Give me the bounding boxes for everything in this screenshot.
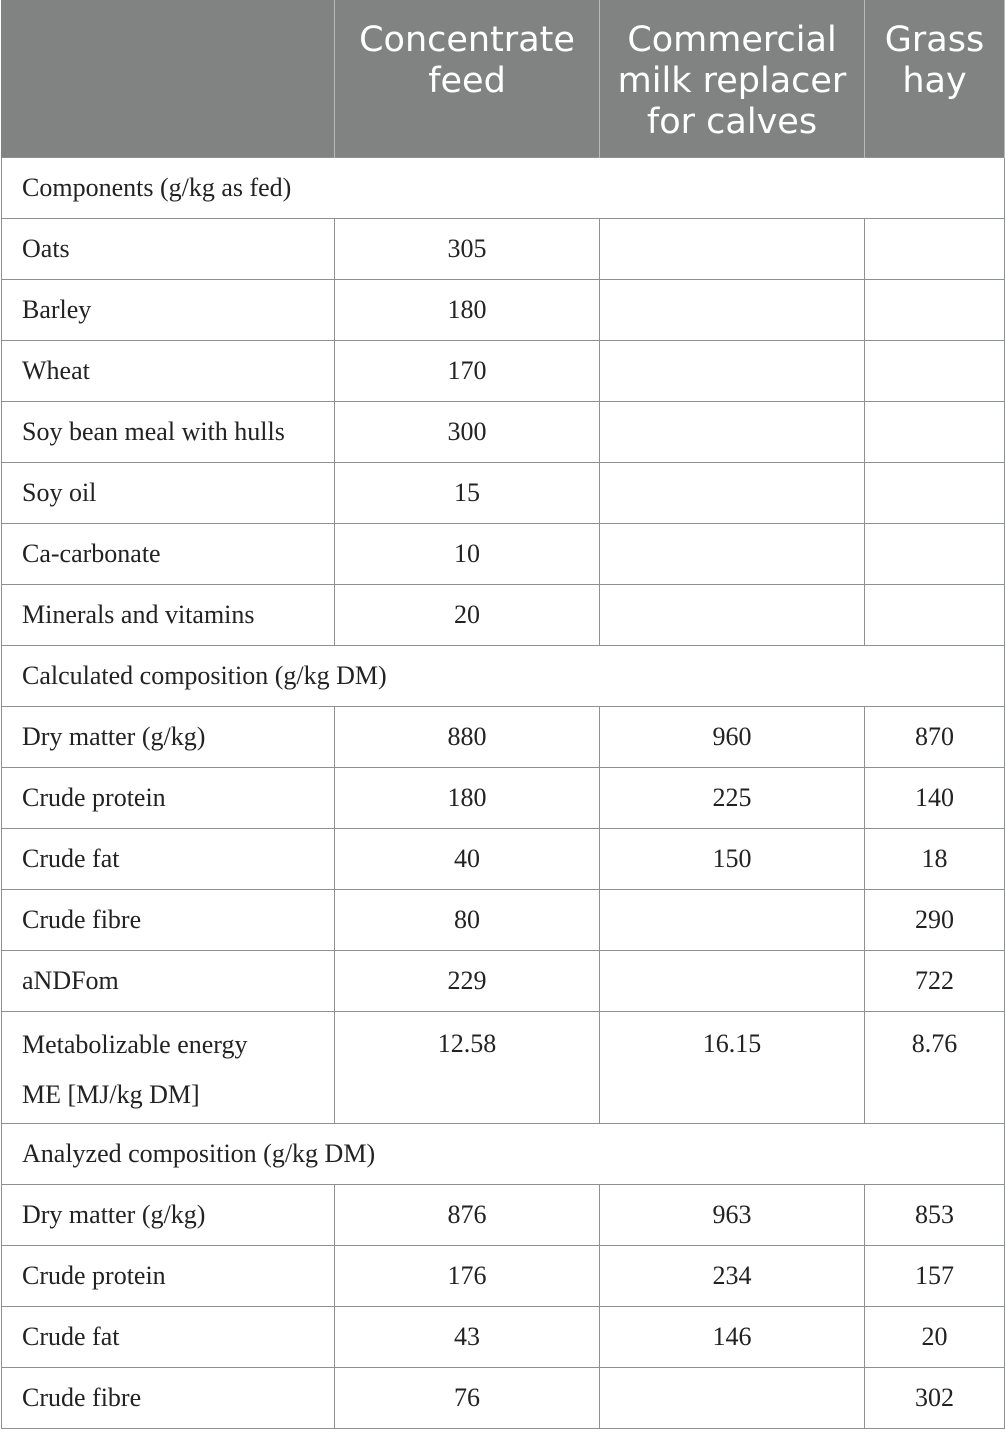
value-cell <box>865 280 1005 341</box>
value-cell: 876 <box>335 1185 600 1246</box>
row-label: Wheat <box>2 341 335 402</box>
table-row <box>2 585 1005 646</box>
value-cell <box>865 524 1005 585</box>
value-cell: 180 <box>335 768 600 829</box>
section-title: Analyzed composition (g/kg DM) <box>2 1124 1005 1185</box>
value-cell <box>600 890 865 951</box>
table-header <box>2 0 1005 158</box>
value-cell: 150 <box>600 829 865 890</box>
header-concentrate-feed: Concentrate feed <box>335 0 600 158</box>
row-label: Ca-carbonate <box>2 524 335 585</box>
value-cell: 20 <box>865 1307 1005 1368</box>
value-cell: 234 <box>600 1246 865 1307</box>
section-title: Components (g/kg as fed) <box>2 158 1005 219</box>
header-milk-replacer: Commercial milk replacer for calves <box>600 0 865 158</box>
value-cell <box>600 463 865 524</box>
table-body <box>2 158 1005 1429</box>
table-row <box>2 1307 1005 1368</box>
value-cell: 290 <box>865 890 1005 951</box>
table-row <box>2 463 1005 524</box>
table-row <box>2 1185 1005 1246</box>
value-cell <box>600 402 865 463</box>
table-row <box>2 890 1005 951</box>
table-row <box>2 707 1005 768</box>
value-cell: 180 <box>335 280 600 341</box>
section-row <box>2 158 1005 219</box>
table-row <box>2 1012 1005 1124</box>
value-cell: 140 <box>865 768 1005 829</box>
value-cell <box>600 951 865 1012</box>
value-cell: 302 <box>865 1368 1005 1429</box>
value-cell: 880 <box>335 707 600 768</box>
value-cell: 853 <box>865 1185 1005 1246</box>
row-label: Crude fat <box>2 1307 335 1368</box>
value-cell: 170 <box>335 341 600 402</box>
value-cell: 305 <box>335 219 600 280</box>
table-row <box>2 829 1005 890</box>
table-row <box>2 524 1005 585</box>
row-label: Soy bean meal with hulls <box>2 402 335 463</box>
value-cell: 10 <box>335 524 600 585</box>
value-cell: 12.58 <box>335 1012 600 1124</box>
value-cell: 20 <box>335 585 600 646</box>
table-row <box>2 219 1005 280</box>
header-cell-empty <box>2 0 335 158</box>
value-cell: 300 <box>335 402 600 463</box>
row-label: Crude fat <box>2 829 335 890</box>
table-row <box>2 402 1005 463</box>
table-row <box>2 280 1005 341</box>
value-cell <box>600 524 865 585</box>
row-label: Soy oil <box>2 463 335 524</box>
table-row <box>2 1246 1005 1307</box>
value-cell: 176 <box>335 1246 600 1307</box>
value-cell <box>600 280 865 341</box>
table-row <box>2 951 1005 1012</box>
value-cell <box>865 219 1005 280</box>
section-title: Calculated composition (g/kg DM) <box>2 646 1005 707</box>
row-label: Dry matter (g/kg) <box>2 707 335 768</box>
value-cell <box>600 1368 865 1429</box>
row-label: Dry matter (g/kg) <box>2 1185 335 1246</box>
value-cell <box>600 219 865 280</box>
row-label: Crude fibre <box>2 890 335 951</box>
value-cell: 963 <box>600 1185 865 1246</box>
value-cell <box>865 402 1005 463</box>
value-cell: 8.76 <box>865 1012 1005 1124</box>
table-row <box>2 341 1005 402</box>
row-label: Minerals and vitamins <box>2 585 335 646</box>
value-cell: 15 <box>335 463 600 524</box>
row-label: Crude fibre <box>2 1368 335 1429</box>
section-row <box>2 646 1005 707</box>
value-cell: 76 <box>335 1368 600 1429</box>
value-cell <box>865 463 1005 524</box>
value-cell: 18 <box>865 829 1005 890</box>
value-cell <box>600 585 865 646</box>
value-cell: 157 <box>865 1246 1005 1307</box>
header-row <box>2 0 1005 158</box>
section-row <box>2 1124 1005 1185</box>
row-label: Crude protein <box>2 1246 335 1307</box>
value-cell: 40 <box>335 829 600 890</box>
row-label: Crude protein <box>2 768 335 829</box>
table-row <box>2 1368 1005 1429</box>
value-cell: 722 <box>865 951 1005 1012</box>
header-grass-hay: Grass hay <box>865 0 1005 158</box>
value-cell: 146 <box>600 1307 865 1368</box>
value-cell: 16.15 <box>600 1012 865 1124</box>
feed-composition-table <box>1 0 1005 1429</box>
value-cell: 43 <box>335 1307 600 1368</box>
row-label: aNDFom <box>2 951 335 1012</box>
value-cell: 225 <box>600 768 865 829</box>
value-cell <box>600 341 865 402</box>
value-cell: 229 <box>335 951 600 1012</box>
value-cell <box>865 341 1005 402</box>
value-cell <box>865 585 1005 646</box>
row-label: Metabolizable energy ME [MJ/kg DM] <box>2 1012 335 1124</box>
value-cell: 80 <box>335 890 600 951</box>
row-label: Oats <box>2 219 335 280</box>
value-cell: 960 <box>600 707 865 768</box>
row-label: Barley <box>2 280 335 341</box>
value-cell: 870 <box>865 707 1005 768</box>
table-row <box>2 768 1005 829</box>
